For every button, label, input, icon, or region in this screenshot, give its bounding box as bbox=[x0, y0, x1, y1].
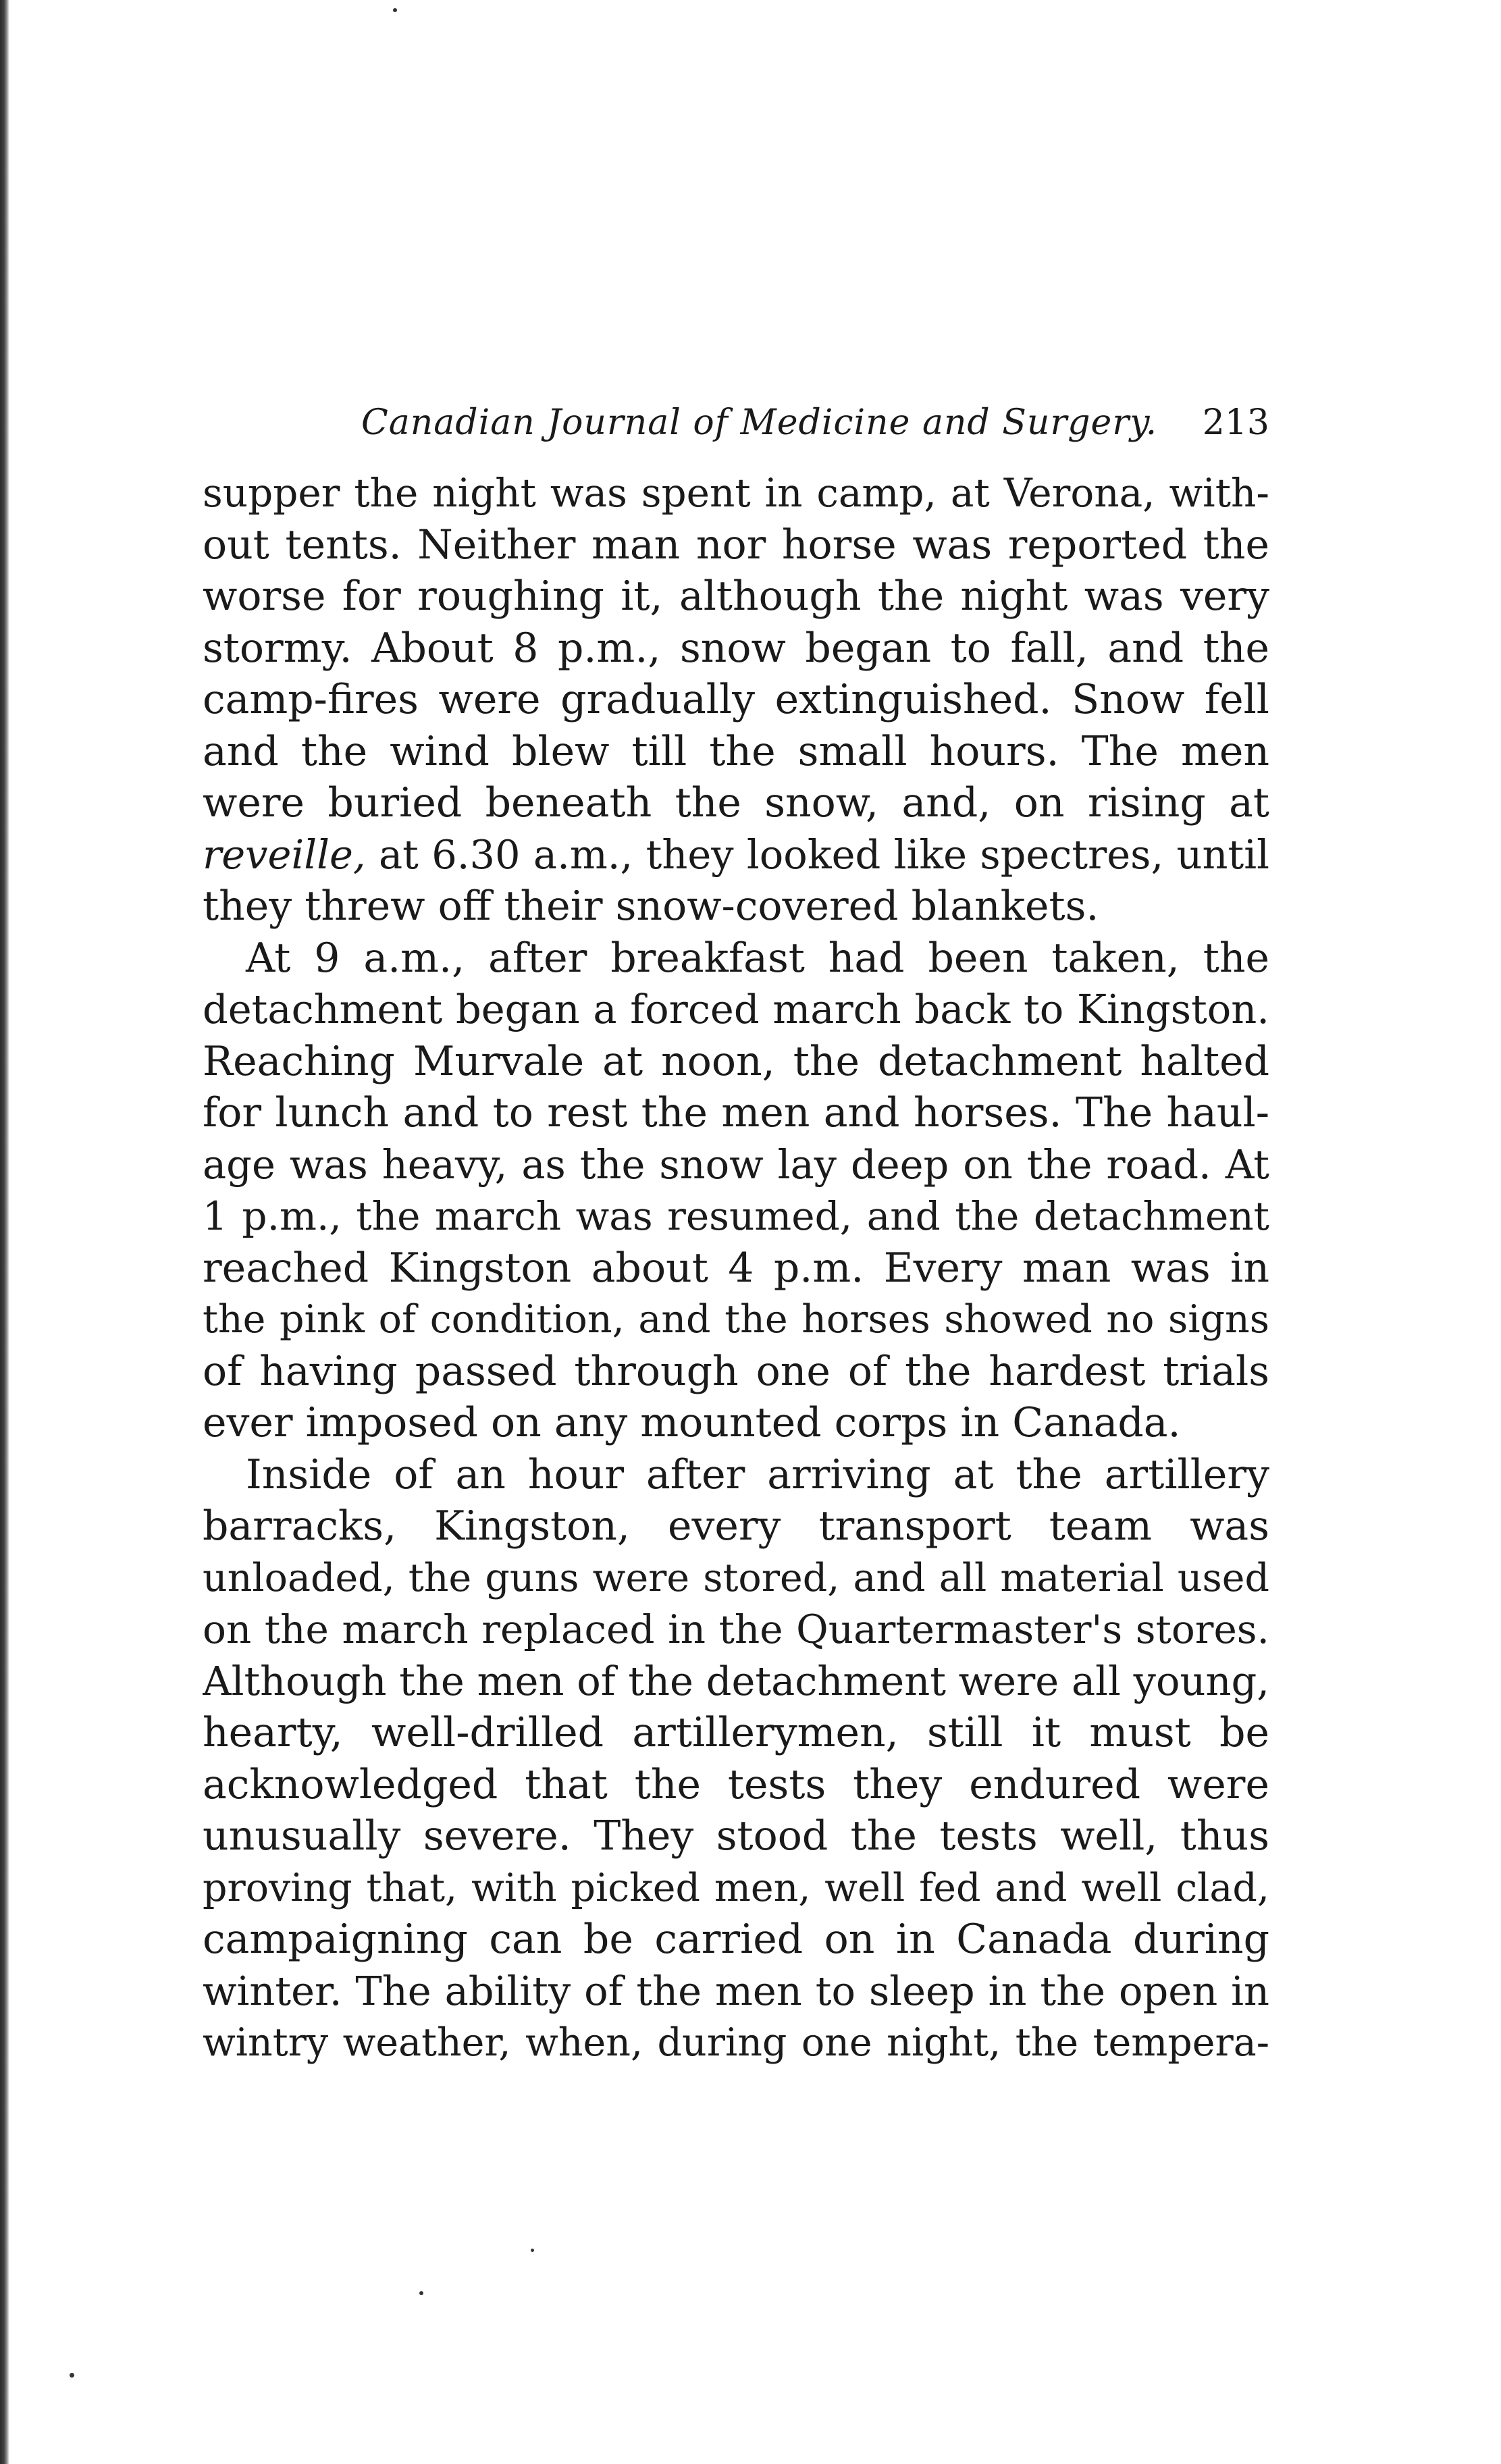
text-line: for lunch and to rest the men and horses. The haul- bbox=[203, 1089, 1269, 1136]
body-text bbox=[203, 467, 1269, 2069]
text-line: supper the night was spent in camp, at Verona, with- bbox=[203, 470, 1269, 516]
paragraph-start-line: Inside of an hour after arriving at the artillery bbox=[246, 1450, 1269, 1498]
text-line: out tents. Neither man nor horse was reported the bbox=[203, 521, 1269, 569]
text-line: hearty, well-drilled artillerymen, still it must be bbox=[203, 1709, 1269, 1756]
text-line: they threw off their snow-covered blankets. bbox=[203, 883, 1099, 930]
text-line: stormy. About 8 p.m., snow began to fall, and the bbox=[203, 624, 1269, 672]
text-line: Although the men of the detachment were all young, bbox=[203, 1657, 1269, 1704]
text-line: 1 p.m., the march was resumed, and the detachment bbox=[203, 1193, 1269, 1239]
text-line: campaigning can be carried on in Canada during bbox=[203, 1916, 1269, 1963]
text-line: were buried beneath the snow, and, on rising at bbox=[203, 779, 1269, 827]
journal-title: Canadian Journal of Medicine and Surgery. bbox=[361, 402, 1158, 443]
text-line: reached Kingston about 4 p.m. Every man was in bbox=[203, 1244, 1269, 1292]
text-line: unloaded, the guns were stored, and all material used bbox=[203, 1555, 1269, 1600]
text-line: camp-fires were gradually extinguished. Snow fell bbox=[203, 676, 1269, 723]
text-line: of having passed through one of the hardest trials bbox=[203, 1347, 1269, 1395]
text-line: and the wind blew till the small hours. The men bbox=[203, 727, 1269, 775]
print-speck bbox=[419, 2291, 423, 2295]
text-line: proving that, with picked men, well fed and well clad, bbox=[203, 1865, 1269, 1910]
print-speck bbox=[531, 2249, 534, 2252]
text-line: worse for roughing it, although the night was very bbox=[203, 573, 1269, 620]
paragraph-start-line: At 9 a.m., after breakfast had been taken, the bbox=[246, 934, 1269, 982]
text-line: winter. The ability of the men to sleep in the open in bbox=[203, 1967, 1269, 2014]
text-line: on the march replaced in the Quartermaster's stores. bbox=[203, 1606, 1269, 1652]
text-line: Reaching Murvale at noon, the detachment halted bbox=[203, 1037, 1269, 1085]
text-line: detachment began a forced march back to Kingston. bbox=[203, 986, 1269, 1032]
text-line bbox=[203, 829, 1269, 881]
page-number: 213 bbox=[1202, 402, 1269, 443]
text-line-rest: at 6.30 a.m., they looked like spectres, until bbox=[365, 831, 1269, 878]
text-line: acknowledged that the tests they endured were bbox=[203, 1760, 1269, 1808]
text-line: wintry weather, when, during one night, the tempera- bbox=[203, 2020, 1269, 2065]
text-line: the pink of condition, and the horses showed no signs bbox=[203, 1297, 1269, 1342]
running-head bbox=[203, 402, 1269, 456]
text-line: barracks, Kingston, every transport team was bbox=[203, 1502, 1269, 1550]
italic-word: reveille, bbox=[203, 831, 366, 878]
print-speck bbox=[393, 8, 397, 12]
text-line: ever imposed on any mounted corps in Canada. bbox=[203, 1399, 1181, 1446]
text-line: unusually severe. They stood the tests well, thus bbox=[203, 1812, 1269, 1860]
page-binding-edge bbox=[0, 0, 9, 2464]
text-line: age was heavy, as the snow lay deep on the road. At bbox=[203, 1141, 1269, 1188]
print-speck bbox=[70, 2373, 74, 2378]
